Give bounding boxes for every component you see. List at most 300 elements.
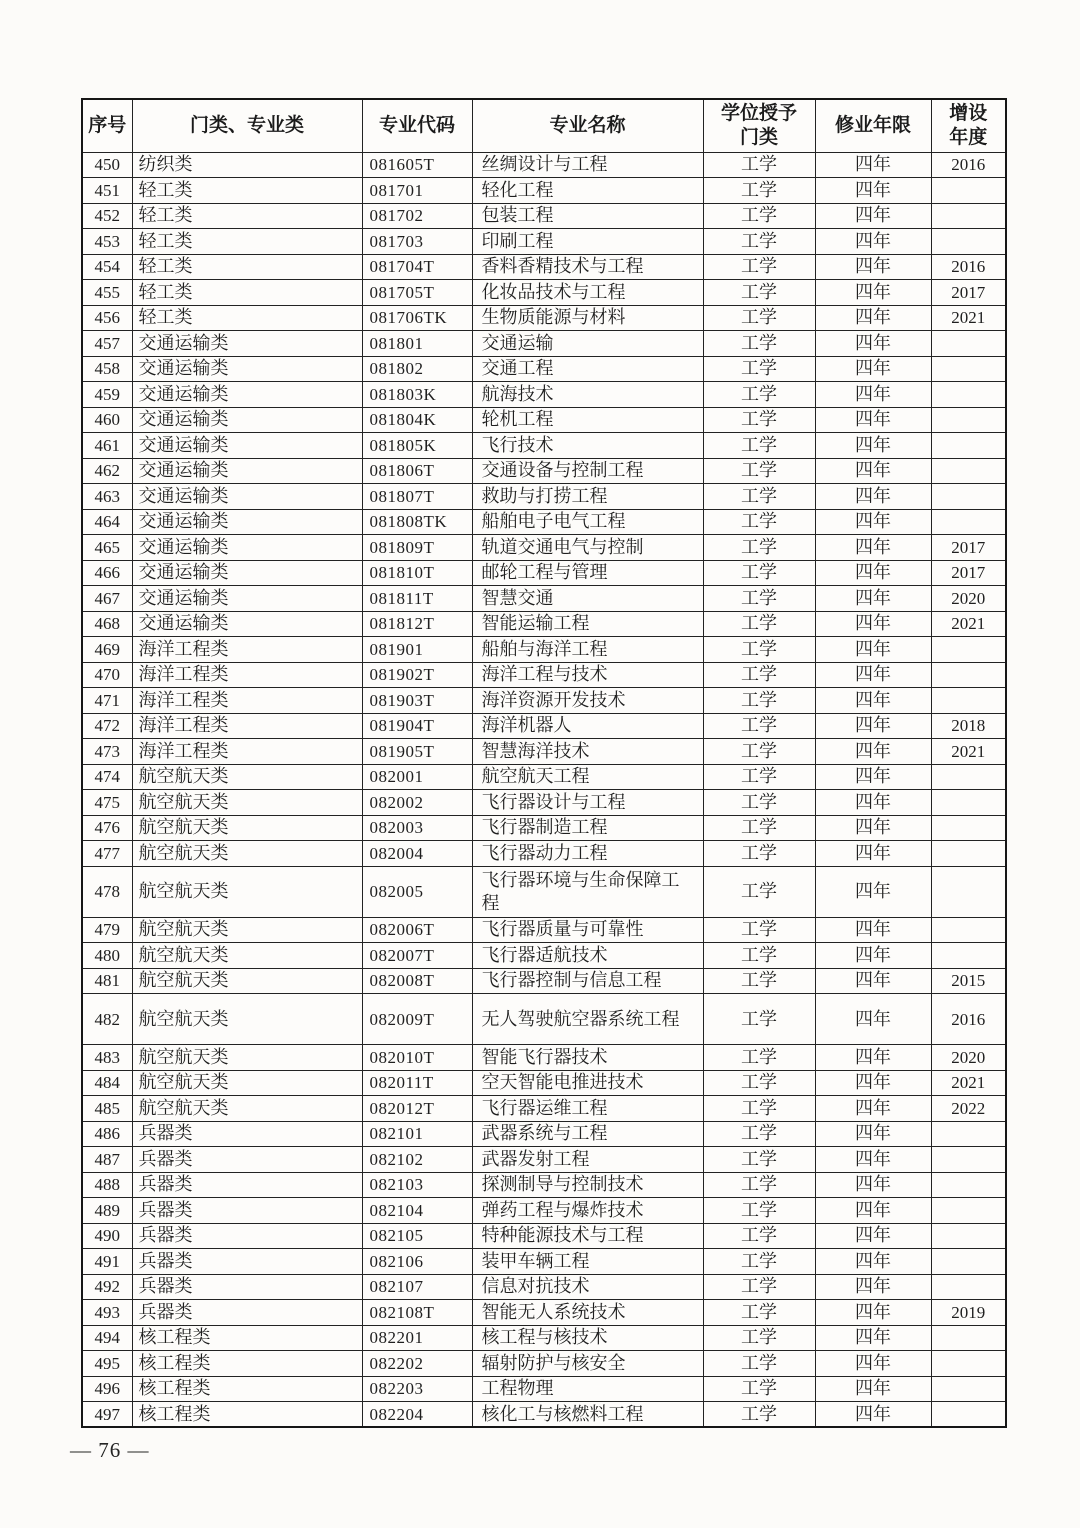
cell-name: 装甲车辆工程 — [472, 1249, 703, 1275]
cell-code: 082005 — [362, 866, 472, 917]
cell-year_added — [931, 229, 1006, 255]
cell-seq: 490 — [82, 1223, 132, 1249]
cell-degree: 工学 — [703, 1300, 815, 1326]
cell-name: 海洋资源开发技术 — [472, 688, 703, 714]
table-row — [82, 152, 1006, 178]
column-header-years: 修业年限 — [815, 99, 931, 152]
cell-category: 兵器类 — [132, 1223, 362, 1249]
cell-years: 四年 — [815, 1351, 931, 1377]
cell-year_added — [931, 866, 1006, 917]
cell-name: 飞行器设计与工程 — [472, 790, 703, 816]
cell-years: 四年 — [815, 1045, 931, 1071]
cell-seq: 468 — [82, 611, 132, 637]
cell-degree: 工学 — [703, 1121, 815, 1147]
cell-degree: 工学 — [703, 917, 815, 943]
cell-code: 081806T — [362, 458, 472, 484]
cell-seq: 497 — [82, 1402, 132, 1428]
cell-years: 四年 — [815, 713, 931, 739]
cell-name: 工程物理 — [472, 1376, 703, 1402]
cell-name: 飞行器动力工程 — [472, 841, 703, 867]
cell-years: 四年 — [815, 1172, 931, 1198]
cell-code: 081810T — [362, 560, 472, 586]
cell-name: 航海技术 — [472, 382, 703, 408]
table-row — [82, 331, 1006, 357]
cell-category: 交通运输类 — [132, 484, 362, 510]
cell-code: 082204 — [362, 1402, 472, 1428]
cell-years: 四年 — [815, 1402, 931, 1428]
cell-code: 082107 — [362, 1274, 472, 1300]
cell-degree: 工学 — [703, 331, 815, 357]
cell-year_added — [931, 1376, 1006, 1402]
cell-degree: 工学 — [703, 611, 815, 637]
cell-name: 生物质能源与材料 — [472, 305, 703, 331]
cell-years: 四年 — [815, 994, 931, 1045]
table-row — [82, 254, 1006, 280]
cell-name: 海洋机器人 — [472, 713, 703, 739]
cell-name: 印刷工程 — [472, 229, 703, 255]
cell-name: 武器系统与工程 — [472, 1121, 703, 1147]
table-body — [82, 152, 1006, 1427]
table-row — [82, 688, 1006, 714]
cell-category: 交通运输类 — [132, 458, 362, 484]
cell-degree: 工学 — [703, 229, 815, 255]
cell-degree: 工学 — [703, 484, 815, 510]
table-row — [82, 917, 1006, 943]
cell-code: 081706TK — [362, 305, 472, 331]
table-header — [82, 99, 1006, 152]
cell-year_added: 2022 — [931, 1096, 1006, 1122]
cell-year_added: 2016 — [931, 254, 1006, 280]
cell-code: 081808TK — [362, 509, 472, 535]
cell-code: 082003 — [362, 815, 472, 841]
cell-category: 海洋工程类 — [132, 662, 362, 688]
cell-seq: 458 — [82, 356, 132, 382]
cell-category: 兵器类 — [132, 1274, 362, 1300]
cell-code: 081812T — [362, 611, 472, 637]
cell-degree: 工学 — [703, 586, 815, 612]
cell-seq: 473 — [82, 739, 132, 765]
cell-name: 轨道交通电气与控制 — [472, 535, 703, 561]
table-row — [82, 1376, 1006, 1402]
cell-name: 交通工程 — [472, 356, 703, 382]
table-row — [82, 1274, 1006, 1300]
table-row — [82, 1198, 1006, 1224]
cell-name: 飞行技术 — [472, 433, 703, 459]
table-row — [82, 1070, 1006, 1096]
cell-seq: 492 — [82, 1274, 132, 1300]
cell-code: 081809T — [362, 535, 472, 561]
cell-name: 飞行器制造工程 — [472, 815, 703, 841]
cell-category: 兵器类 — [132, 1300, 362, 1326]
cell-degree: 工学 — [703, 841, 815, 867]
table-row — [82, 739, 1006, 765]
cell-year_added — [931, 382, 1006, 408]
cell-years: 四年 — [815, 841, 931, 867]
cell-degree: 工学 — [703, 764, 815, 790]
cell-code: 082105 — [362, 1223, 472, 1249]
table-row — [82, 586, 1006, 612]
table-row — [82, 407, 1006, 433]
cell-category: 核工程类 — [132, 1376, 362, 1402]
table-row — [82, 509, 1006, 535]
cell-years: 四年 — [815, 407, 931, 433]
cell-degree: 工学 — [703, 1223, 815, 1249]
cell-years: 四年 — [815, 305, 931, 331]
cell-seq: 464 — [82, 509, 132, 535]
majors-table — [81, 98, 1007, 1428]
cell-degree: 工学 — [703, 1402, 815, 1428]
table-row — [82, 484, 1006, 510]
cell-degree: 工学 — [703, 1198, 815, 1224]
column-header-name: 专业名称 — [472, 99, 703, 152]
cell-category: 航空航天类 — [132, 917, 362, 943]
cell-years: 四年 — [815, 535, 931, 561]
cell-name: 智能运输工程 — [472, 611, 703, 637]
table-row — [82, 637, 1006, 663]
cell-years: 四年 — [815, 1274, 931, 1300]
cell-code: 082010T — [362, 1045, 472, 1071]
cell-name: 交通运输 — [472, 331, 703, 357]
table-row — [82, 611, 1006, 637]
cell-year_added — [931, 841, 1006, 867]
column-header-degree: 学位授予门类 — [703, 99, 815, 152]
cell-code: 082002 — [362, 790, 472, 816]
cell-year_added: 2016 — [931, 994, 1006, 1045]
cell-year_added: 2017 — [931, 535, 1006, 561]
cell-category: 交通运输类 — [132, 560, 362, 586]
cell-year_added: 2021 — [931, 611, 1006, 637]
cell-code: 081801 — [362, 331, 472, 357]
cell-degree: 工学 — [703, 356, 815, 382]
cell-seq: 496 — [82, 1376, 132, 1402]
table-row — [82, 305, 1006, 331]
cell-seq: 466 — [82, 560, 132, 586]
cell-years: 四年 — [815, 1300, 931, 1326]
cell-name: 飞行器环境与生命保障工程 — [472, 866, 703, 917]
cell-year_added — [931, 1223, 1006, 1249]
table-row — [82, 178, 1006, 204]
cell-degree: 工学 — [703, 1376, 815, 1402]
cell-category: 航空航天类 — [132, 764, 362, 790]
cell-degree: 工学 — [703, 637, 815, 663]
table-row — [82, 1096, 1006, 1122]
cell-seq: 480 — [82, 943, 132, 969]
cell-degree: 工学 — [703, 1096, 815, 1122]
cell-years: 四年 — [815, 254, 931, 280]
cell-category: 航空航天类 — [132, 866, 362, 917]
cell-years: 四年 — [815, 1325, 931, 1351]
cell-category: 轻工类 — [132, 203, 362, 229]
cell-seq: 453 — [82, 229, 132, 255]
cell-year_added — [931, 637, 1006, 663]
cell-code: 082103 — [362, 1172, 472, 1198]
cell-code: 082007T — [362, 943, 472, 969]
cell-years: 四年 — [815, 866, 931, 917]
cell-code: 082006T — [362, 917, 472, 943]
cell-name: 核工程与核技术 — [472, 1325, 703, 1351]
cell-degree: 工学 — [703, 1325, 815, 1351]
cell-degree: 工学 — [703, 968, 815, 994]
cell-seq: 463 — [82, 484, 132, 510]
cell-category: 轻工类 — [132, 254, 362, 280]
cell-degree: 工学 — [703, 790, 815, 816]
cell-degree: 工学 — [703, 1045, 815, 1071]
cell-degree: 工学 — [703, 662, 815, 688]
cell-code: 081901 — [362, 637, 472, 663]
cell-seq: 489 — [82, 1198, 132, 1224]
cell-years: 四年 — [815, 203, 931, 229]
cell-years: 四年 — [815, 764, 931, 790]
cell-seq: 456 — [82, 305, 132, 331]
cell-name: 无人驾驶航空器系统工程 — [472, 994, 703, 1045]
cell-degree: 工学 — [703, 254, 815, 280]
cell-seq: 450 — [82, 152, 132, 178]
cell-degree: 工学 — [703, 1147, 815, 1173]
cell-category: 海洋工程类 — [132, 688, 362, 714]
cell-code: 081905T — [362, 739, 472, 765]
cell-code: 082004 — [362, 841, 472, 867]
cell-year_added: 2021 — [931, 1070, 1006, 1096]
cell-code: 081702 — [362, 203, 472, 229]
cell-code: 081902T — [362, 662, 472, 688]
cell-year_added — [931, 1249, 1006, 1275]
cell-year_added: 2017 — [931, 560, 1006, 586]
cell-year_added — [931, 1172, 1006, 1198]
cell-years: 四年 — [815, 484, 931, 510]
table-row — [82, 1172, 1006, 1198]
cell-seq: 462 — [82, 458, 132, 484]
cell-category: 轻工类 — [132, 178, 362, 204]
cell-category: 海洋工程类 — [132, 739, 362, 765]
cell-years: 四年 — [815, 688, 931, 714]
cell-degree: 工学 — [703, 458, 815, 484]
cell-code: 082104 — [362, 1198, 472, 1224]
cell-name: 智能飞行器技术 — [472, 1045, 703, 1071]
cell-category: 核工程类 — [132, 1325, 362, 1351]
cell-name: 船舶与海洋工程 — [472, 637, 703, 663]
cell-years: 四年 — [815, 1070, 931, 1096]
cell-degree: 工学 — [703, 866, 815, 917]
cell-category: 航空航天类 — [132, 968, 362, 994]
cell-code: 082008T — [362, 968, 472, 994]
cell-year_added: 2020 — [931, 586, 1006, 612]
table-row — [82, 866, 1006, 917]
cell-name: 探测制导与控制技术 — [472, 1172, 703, 1198]
cell-name: 辐射防护与核安全 — [472, 1351, 703, 1377]
table-row — [82, 815, 1006, 841]
cell-category: 核工程类 — [132, 1402, 362, 1428]
table-row — [82, 1351, 1006, 1377]
cell-category: 航空航天类 — [132, 994, 362, 1045]
cell-seq: 460 — [82, 407, 132, 433]
cell-years: 四年 — [815, 229, 931, 255]
cell-code: 081703 — [362, 229, 472, 255]
cell-degree: 工学 — [703, 994, 815, 1045]
table-row — [82, 433, 1006, 459]
cell-name: 特种能源技术与工程 — [472, 1223, 703, 1249]
cell-seq: 484 — [82, 1070, 132, 1096]
cell-name: 化妆品技术与工程 — [472, 280, 703, 306]
cell-code: 082011T — [362, 1070, 472, 1096]
cell-year_added — [931, 356, 1006, 382]
cell-code: 082202 — [362, 1351, 472, 1377]
cell-year_added — [931, 1402, 1006, 1428]
column-header-category: 门类、专业类 — [132, 99, 362, 152]
cell-code: 082001 — [362, 764, 472, 790]
cell-degree: 工学 — [703, 1274, 815, 1300]
cell-year_added — [931, 407, 1006, 433]
header-row — [82, 99, 1006, 152]
cell-degree: 工学 — [703, 1351, 815, 1377]
cell-seq: 485 — [82, 1096, 132, 1122]
cell-year_added — [931, 688, 1006, 714]
cell-year_added — [931, 815, 1006, 841]
cell-code: 082203 — [362, 1376, 472, 1402]
cell-name: 信息对抗技术 — [472, 1274, 703, 1300]
cell-code: 082108T — [362, 1300, 472, 1326]
cell-year_added — [931, 662, 1006, 688]
cell-year_added — [931, 1351, 1006, 1377]
cell-category: 轻工类 — [132, 229, 362, 255]
cell-year_added: 2015 — [931, 968, 1006, 994]
table-row — [82, 943, 1006, 969]
cell-year_added — [931, 1198, 1006, 1224]
cell-category: 交通运输类 — [132, 433, 362, 459]
cell-category: 交通运输类 — [132, 407, 362, 433]
cell-seq: 469 — [82, 637, 132, 663]
cell-year_added: 2018 — [931, 713, 1006, 739]
cell-years: 四年 — [815, 1121, 931, 1147]
cell-category: 航空航天类 — [132, 1070, 362, 1096]
cell-category: 航空航天类 — [132, 1045, 362, 1071]
cell-name: 弹药工程与爆炸技术 — [472, 1198, 703, 1224]
table-row — [82, 560, 1006, 586]
cell-seq: 474 — [82, 764, 132, 790]
cell-degree: 工学 — [703, 280, 815, 306]
table-row — [82, 458, 1006, 484]
cell-name: 空天智能电推进技术 — [472, 1070, 703, 1096]
cell-code: 081701 — [362, 178, 472, 204]
cell-years: 四年 — [815, 611, 931, 637]
cell-years: 四年 — [815, 968, 931, 994]
cell-seq: 452 — [82, 203, 132, 229]
cell-degree: 工学 — [703, 152, 815, 178]
cell-category: 交通运输类 — [132, 382, 362, 408]
table-row — [82, 382, 1006, 408]
cell-degree: 工学 — [703, 1070, 815, 1096]
table-row — [82, 203, 1006, 229]
cell-year_added — [931, 1121, 1006, 1147]
cell-years: 四年 — [815, 1223, 931, 1249]
cell-category: 交通运输类 — [132, 356, 362, 382]
cell-category: 航空航天类 — [132, 841, 362, 867]
cell-name: 飞行器质量与可靠性 — [472, 917, 703, 943]
cell-name: 邮轮工程与管理 — [472, 560, 703, 586]
cell-code: 082201 — [362, 1325, 472, 1351]
cell-degree: 工学 — [703, 739, 815, 765]
cell-code: 081605T — [362, 152, 472, 178]
cell-name: 航空航天工程 — [472, 764, 703, 790]
column-header-year-added: 增设年度 — [931, 99, 1006, 152]
cell-year_added — [931, 943, 1006, 969]
cell-name: 船舶电子电气工程 — [472, 509, 703, 535]
cell-name: 轮机工程 — [472, 407, 703, 433]
cell-year_added: 2020 — [931, 1045, 1006, 1071]
cell-years: 四年 — [815, 1376, 931, 1402]
table-row — [82, 764, 1006, 790]
table-row — [82, 713, 1006, 739]
cell-name: 智慧海洋技术 — [472, 739, 703, 765]
cell-degree: 工学 — [703, 535, 815, 561]
cell-year_added — [931, 331, 1006, 357]
cell-name: 智慧交通 — [472, 586, 703, 612]
cell-years: 四年 — [815, 1198, 931, 1224]
cell-code: 081704T — [362, 254, 472, 280]
cell-code: 081903T — [362, 688, 472, 714]
cell-seq: 451 — [82, 178, 132, 204]
cell-code: 081904T — [362, 713, 472, 739]
cell-degree: 工学 — [703, 509, 815, 535]
cell-year_added — [931, 203, 1006, 229]
cell-name: 丝绸设计与工程 — [472, 152, 703, 178]
table-row — [82, 1045, 1006, 1071]
cell-seq: 478 — [82, 866, 132, 917]
cell-year_added — [931, 178, 1006, 204]
cell-degree: 工学 — [703, 560, 815, 586]
cell-category: 交通运输类 — [132, 611, 362, 637]
cell-seq: 454 — [82, 254, 132, 280]
cell-seq: 472 — [82, 713, 132, 739]
column-header-seq: 序号 — [82, 99, 132, 152]
cell-years: 四年 — [815, 1096, 931, 1122]
cell-years: 四年 — [815, 331, 931, 357]
cell-seq: 495 — [82, 1351, 132, 1377]
cell-seq: 487 — [82, 1147, 132, 1173]
cell-seq: 461 — [82, 433, 132, 459]
cell-years: 四年 — [815, 662, 931, 688]
cell-seq: 459 — [82, 382, 132, 408]
cell-seq: 455 — [82, 280, 132, 306]
cell-name: 海洋工程与技术 — [472, 662, 703, 688]
cell-years: 四年 — [815, 280, 931, 306]
cell-seq: 475 — [82, 790, 132, 816]
cell-year_added — [931, 1274, 1006, 1300]
table-row — [82, 1325, 1006, 1351]
cell-name: 轻化工程 — [472, 178, 703, 204]
cell-category: 航空航天类 — [132, 815, 362, 841]
cell-name: 飞行器运维工程 — [472, 1096, 703, 1122]
table-row — [82, 1121, 1006, 1147]
cell-category: 轻工类 — [132, 305, 362, 331]
cell-years: 四年 — [815, 509, 931, 535]
table-row — [82, 1402, 1006, 1428]
table-row — [82, 790, 1006, 816]
cell-name: 香料香精技术与工程 — [472, 254, 703, 280]
cell-years: 四年 — [815, 1249, 931, 1275]
cell-name: 飞行器控制与信息工程 — [472, 968, 703, 994]
cell-year_added: 2021 — [931, 739, 1006, 765]
cell-seq: 493 — [82, 1300, 132, 1326]
cell-category: 海洋工程类 — [132, 713, 362, 739]
cell-degree: 工学 — [703, 1249, 815, 1275]
cell-code: 081803K — [362, 382, 472, 408]
cell-degree: 工学 — [703, 815, 815, 841]
cell-degree: 工学 — [703, 713, 815, 739]
table-row — [82, 662, 1006, 688]
cell-category: 海洋工程类 — [132, 637, 362, 663]
cell-seq: 457 — [82, 331, 132, 357]
cell-category: 航空航天类 — [132, 1096, 362, 1122]
